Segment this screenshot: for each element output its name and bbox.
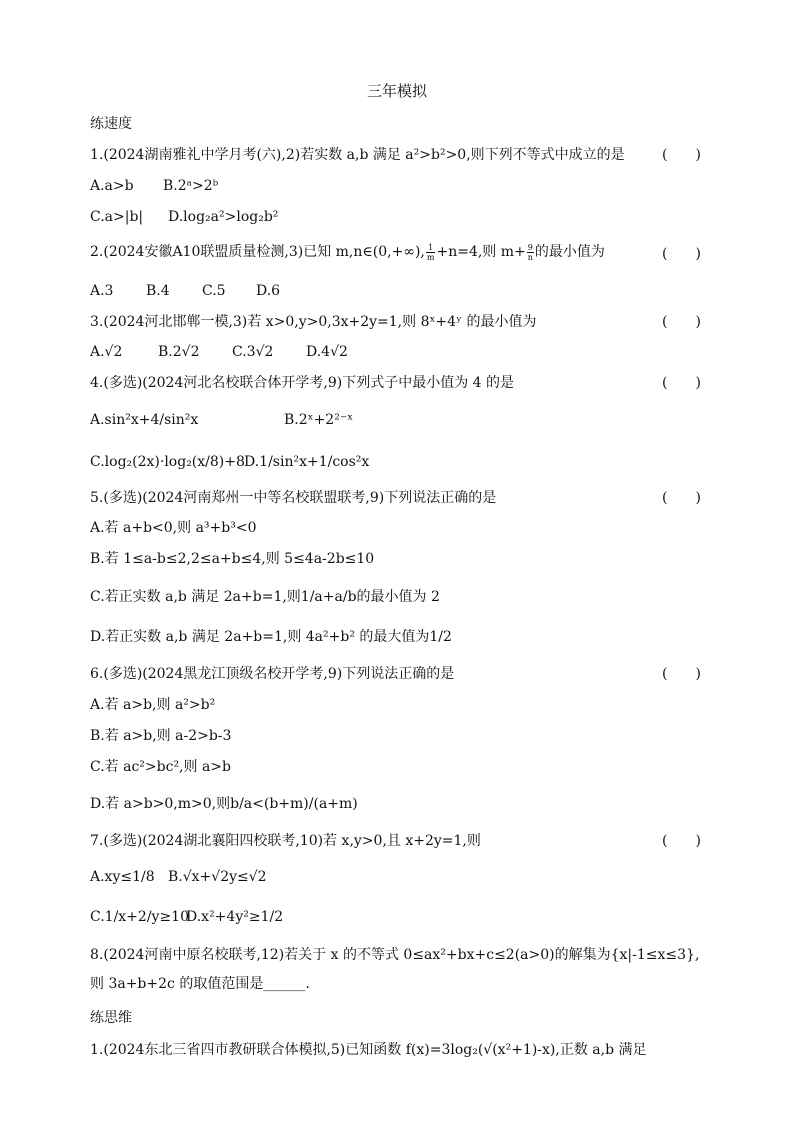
- q1-option-a: A.a>b: [90, 178, 134, 194]
- q2-fraction-1: [426, 243, 436, 262]
- answer-paren-q2[interactable]: ( ): [662, 246, 701, 262]
- q5-option-d: D.若正实数 a,b 满足 2a+b=1,则 4a²+b² 的最大值为1/2: [90, 629, 452, 645]
- q3-option-a: A.√2: [90, 344, 123, 360]
- q4-option-a: A.sin²x+4/sin²x: [90, 412, 199, 428]
- q6-option-b: B.若 a>b,则 a-2>b-3: [90, 728, 232, 744]
- q7-option-c: C.1/x+2/y≥10: [90, 909, 189, 925]
- q7-option-b: B.√x+√2y≤√2: [168, 869, 267, 885]
- question-5-stem: 5.(多选)(2024河南郑州一中等名校联盟联考,9)下列说法正确的是: [90, 490, 497, 506]
- question-6-stem: 6.(多选)(2024黑龙江顶级名校开学考,9)下列说法正确的是: [90, 666, 455, 682]
- q5-option-b: B.若 1≤a-b≤2,2≤a+b≤4,则 5≤4a-2b≤10: [90, 551, 375, 567]
- q7-option-d: D.x²+4y²≥1/2: [186, 909, 284, 925]
- question-2-stem: [90, 242, 605, 262]
- section-heading-speed: 练速度: [90, 116, 132, 132]
- answer-paren-q1[interactable]: ( ): [662, 147, 701, 163]
- page-title: 三年模拟: [366, 82, 427, 100]
- q2-fraction-2: [527, 243, 534, 262]
- q2-option-d: D.6: [256, 283, 281, 299]
- q5-option-c: C.若正实数 a,b 满足 2a+b=1,则1/a+a/b的最小值为 2: [90, 589, 440, 605]
- q2-stem-part: 2.(2024安徽A10联盟质量检测,3)已知 m,n∈(0,+∞),: [90, 244, 425, 260]
- question-3-stem: 3.(2024河北邯郸一模,3)若 x>0,y>0,3x+2y=1,则 8ˣ+4ʸ 的最小值为: [90, 314, 537, 330]
- q4-option-d: D.1/sin²x+1/cos²x: [244, 454, 370, 470]
- q5-option-a: A.若 a+b<0,则 a³+b³<0: [90, 520, 257, 536]
- frac-num: 9: [527, 242, 533, 252]
- answer-paren-q7[interactable]: ( ): [662, 833, 701, 849]
- q4-option-b: B.2ˣ+2²⁻ˣ: [284, 412, 354, 428]
- q2-option-c: C.5: [202, 283, 226, 299]
- answer-paren-q6[interactable]: ( ): [662, 666, 701, 682]
- q4-option-c: C.log₂(2x)·log₂(x/8)+8: [90, 454, 245, 470]
- question-7-stem: 7.(多选)(2024湖北襄阳四校联考,10)若 x,y>0,且 x+2y=1,则: [90, 833, 481, 849]
- q2-stem-part: +n=4,则 m+: [436, 244, 526, 260]
- q6-option-d: D.若 a>b>0,m>0,则b/a<(b+m)/(a+m): [90, 796, 358, 812]
- question-4-stem: 4.(多选)(2024河北名校联合体开学考,9)下列式子中最小值为 4 的是: [90, 375, 514, 391]
- answer-paren-q3[interactable]: ( ): [662, 314, 701, 330]
- question-1-stem: 1.(2024湖南雅礼中学月考(六),2)若实数 a,b 满足 a²>b²>0,则下列不等式中成立的是: [90, 147, 625, 163]
- thinking-question-1-stem: 1.(2024东北三省四市教研联合体模拟,5)已知函数 f(x)=3log₂(√(x²+1)-x),正数 a,b 满足: [90, 1042, 647, 1058]
- q2-option-a: A.3: [90, 283, 114, 299]
- section-heading-thinking: 练思维: [90, 1010, 132, 1026]
- q1-option-d: D.log₂a²>log₂b²: [168, 209, 279, 225]
- q2-option-b: B.4: [146, 283, 170, 299]
- question-8-line-1: 8.(2024河南中原名校联考,12)若关于 x 的不等式 0≤ax²+bx+c≤2(a>0)的解集为{x|-1≤x≤3},: [90, 947, 700, 963]
- frac-num: 1: [426, 243, 436, 253]
- q6-option-a: A.若 a>b,则 a²>b²: [90, 697, 216, 713]
- q2-stem-part: 的最小值为: [534, 244, 605, 260]
- frac-den: n: [527, 252, 533, 262]
- q1-option-c: C.a>|b|: [90, 209, 144, 225]
- q3-option-d: D.4√2: [306, 344, 348, 360]
- q3-option-b: B.2√2: [158, 344, 200, 360]
- q7-option-a: A.xy≤1/8: [90, 869, 155, 885]
- q1-option-b: B.2ᵃ>2ᵇ: [163, 178, 219, 194]
- q6-option-c: C.若 ac²>bc²,则 a>b: [90, 759, 231, 775]
- question-8-line-2: 则 3a+b+2c 的取值范围是______.: [90, 976, 310, 992]
- q3-option-c: C.3√2: [232, 344, 274, 360]
- answer-paren-q4[interactable]: ( ): [662, 375, 701, 391]
- frac-den: m: [426, 252, 435, 262]
- answer-paren-q5[interactable]: ( ): [662, 490, 701, 506]
